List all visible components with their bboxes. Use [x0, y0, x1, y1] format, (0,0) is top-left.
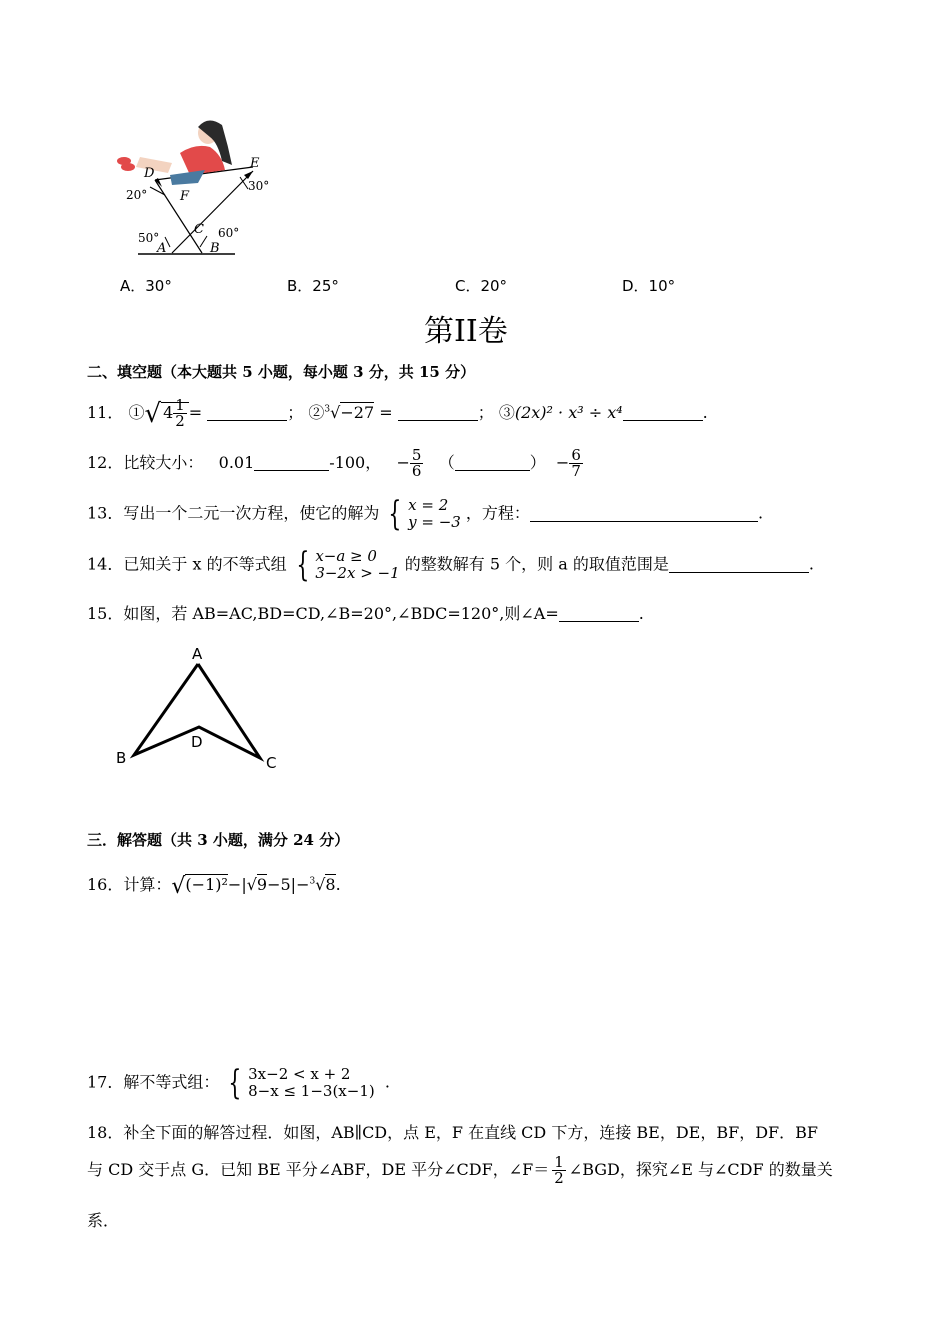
label-angle-50: 50° [138, 231, 160, 245]
q11-blank-3[interactable] [623, 404, 703, 421]
section-title: 第II卷 [424, 314, 508, 349]
label-e: E [250, 156, 260, 171]
figure-reflection-diagram [110, 115, 290, 265]
label-c: C [194, 222, 204, 237]
label-f: F [180, 189, 190, 204]
q11-blank-2[interactable] [398, 404, 478, 421]
question-14: 14．已知关于 x 的不等式组 { x−a ≥ 0 3−2x > −1 的整数解有 5 个，则 a 的取值范围是 . [87, 545, 814, 585]
option-c: C．20° [455, 277, 508, 295]
question-11: 11． ①√ 4 $\frac{1}{2}$ = ； ②$^3$√−27 = ； ③(2x)² · x³ ÷ x⁴ . [87, 396, 708, 430]
question-18-line-3: 系． [87, 1211, 120, 1230]
q11-circle-1: ① [128, 403, 145, 422]
question-17: 17．解不等式组： { 3x−2 < x + 2 8−x ≤ 1−3(x−1) . [87, 1063, 390, 1103]
question-15: 15．如图，若 AB=AC,BD=CD,∠B=20°,∠BDC=120°,则∠A= . [87, 604, 644, 623]
question-13: 13．写出一个二元一次方程，使它的解为 { x = 2 y = −3 ，方程： . [87, 494, 764, 534]
fig2-label-d: D [191, 733, 203, 751]
q11-expression: (2x)² · x³ ÷ x⁴ [514, 403, 623, 422]
q11-number: 11． [87, 403, 124, 422]
girl-shorts [170, 170, 205, 185]
question-16: 16．计算：√(−1)²−|√9−5|−$^3$√8. [87, 874, 341, 899]
label-a: A [157, 241, 167, 256]
question-18-line-1: 18．补全下面的解答过程．如图，AB∥CD，点 E，F 在直线 CD 下方，连接 BE，DE，BF，DF．BF [87, 1123, 819, 1142]
option-d: D．10° [622, 277, 676, 295]
q12-blank-2[interactable] [455, 454, 530, 471]
label-angle-60: 60° [218, 226, 240, 240]
section2-heading: 二、填空题（本大题共 5 小题，每小题 3 分，共 15 分） [87, 363, 476, 381]
fig2-label-b: B [116, 749, 127, 767]
option-a: A．30° [120, 277, 172, 295]
q13-blank[interactable] [530, 505, 758, 522]
label-b: B [210, 241, 220, 256]
q11-sqrt: √ 4 $\frac{1}{2}$ [144, 403, 188, 422]
q15-blank[interactable] [559, 605, 639, 622]
section3-heading: 三．解答题（共 3 小题，满分 24 分） [87, 831, 350, 849]
fig2-label-a: A [192, 645, 203, 663]
label-d: D [144, 166, 155, 181]
label-angle-30: 30° [248, 179, 270, 193]
option-b: B．25° [287, 277, 339, 295]
q12-blank-1[interactable] [254, 454, 329, 471]
q11-circle-3: ③ [498, 403, 515, 422]
question-18-line-2: 与 CD 交于点 G．已知 BE 平分∠ABF，DE 平分∠CDF，∠F＝ $\frac{1}{2}$ ∠BGD，探究∠E 与∠CDF 的数量关 [87, 1153, 833, 1187]
q14-blank[interactable] [669, 556, 809, 573]
fig2-label-c: C [266, 754, 277, 772]
label-angle-20: 20° [126, 188, 148, 202]
q11-circle-2: ② [308, 403, 325, 422]
question-12: 12．比较大小： 0.01 -100， − $\frac{5}{6}$ （ ） − $\frac{6}{7}$ [87, 446, 581, 480]
q11-blank-1[interactable] [207, 404, 287, 421]
figure-triangle-abdc [108, 640, 293, 775]
